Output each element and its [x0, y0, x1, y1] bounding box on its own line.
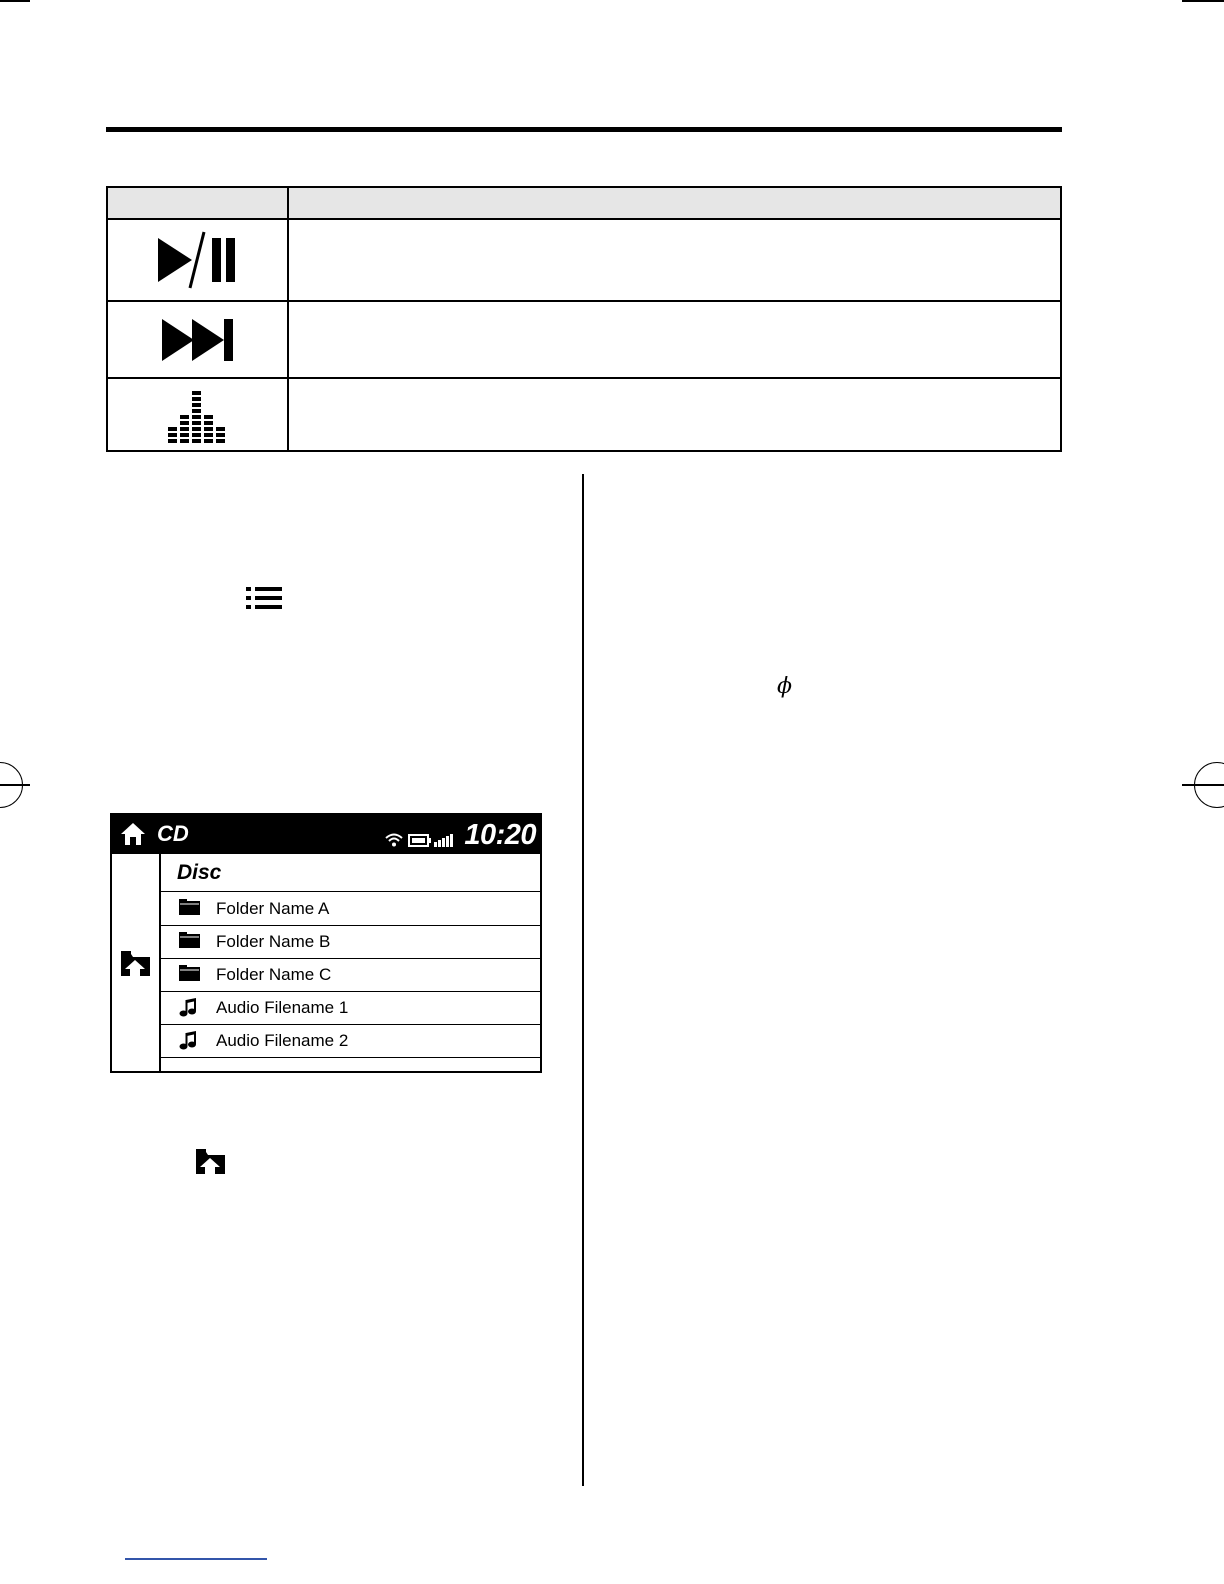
folder-up-icon[interactable]: [121, 951, 151, 977]
status-bar: [112, 815, 540, 854]
list-item-label: Audio Filename 1: [216, 998, 349, 1017]
header-rule: [106, 127, 1062, 132]
column-divider: [582, 474, 584, 1486]
list-title: Disc: [161, 854, 540, 892]
folder-icon: [179, 932, 201, 949]
equalizer-icon: [166, 388, 230, 444]
crop-mark-top-right: [1182, 0, 1224, 2]
list-item-audio-1[interactable]: [161, 991, 540, 1025]
folder-icon: [179, 899, 201, 916]
footer-link-underline: [125, 1558, 267, 1560]
skip-forward-icon: [160, 317, 236, 363]
wifi-icon: [385, 833, 403, 847]
icon-table: [106, 186, 1062, 452]
list-item-label: Folder Name A: [216, 899, 330, 918]
registration-mark-right-line: [1182, 784, 1224, 786]
table-header: [108, 188, 1060, 220]
side-panel: [112, 854, 161, 1071]
home-icon[interactable]: [120, 822, 146, 846]
table-row-skip-forward: [108, 302, 287, 377]
list-item-folder-c[interactable]: [161, 958, 540, 992]
table-row-equalizer: [108, 379, 287, 452]
list-item-audio-2[interactable]: [161, 1024, 540, 1058]
list-item-folder-b[interactable]: [161, 925, 540, 959]
table-column-divider: [287, 188, 289, 450]
registration-mark-left-line: [0, 784, 30, 786]
list-item-label: Audio Filename 2: [216, 1031, 349, 1050]
list-item-label: Folder Name C: [216, 965, 332, 984]
file-list: [161, 854, 540, 1071]
clock-time: 10:20: [464, 819, 536, 851]
crop-mark-top-left: [0, 0, 30, 2]
source-label: CD: [157, 821, 189, 846]
list-icon: [246, 586, 282, 610]
table-row-play-pause: [108, 220, 287, 300]
music-note-icon: [179, 1031, 199, 1050]
list-item-folder-a[interactable]: [161, 892, 540, 926]
battery-icon: [408, 834, 432, 847]
play-pause-icon: [156, 230, 240, 290]
folder-icon: [179, 965, 201, 982]
phi-symbol: ϕ: [777, 674, 792, 699]
list-item-label: Folder Name B: [216, 932, 331, 951]
signal-icon: [434, 833, 454, 847]
folder-up-icon: [196, 1149, 226, 1175]
audio-screen: [110, 813, 542, 1073]
music-note-icon: [179, 998, 199, 1017]
